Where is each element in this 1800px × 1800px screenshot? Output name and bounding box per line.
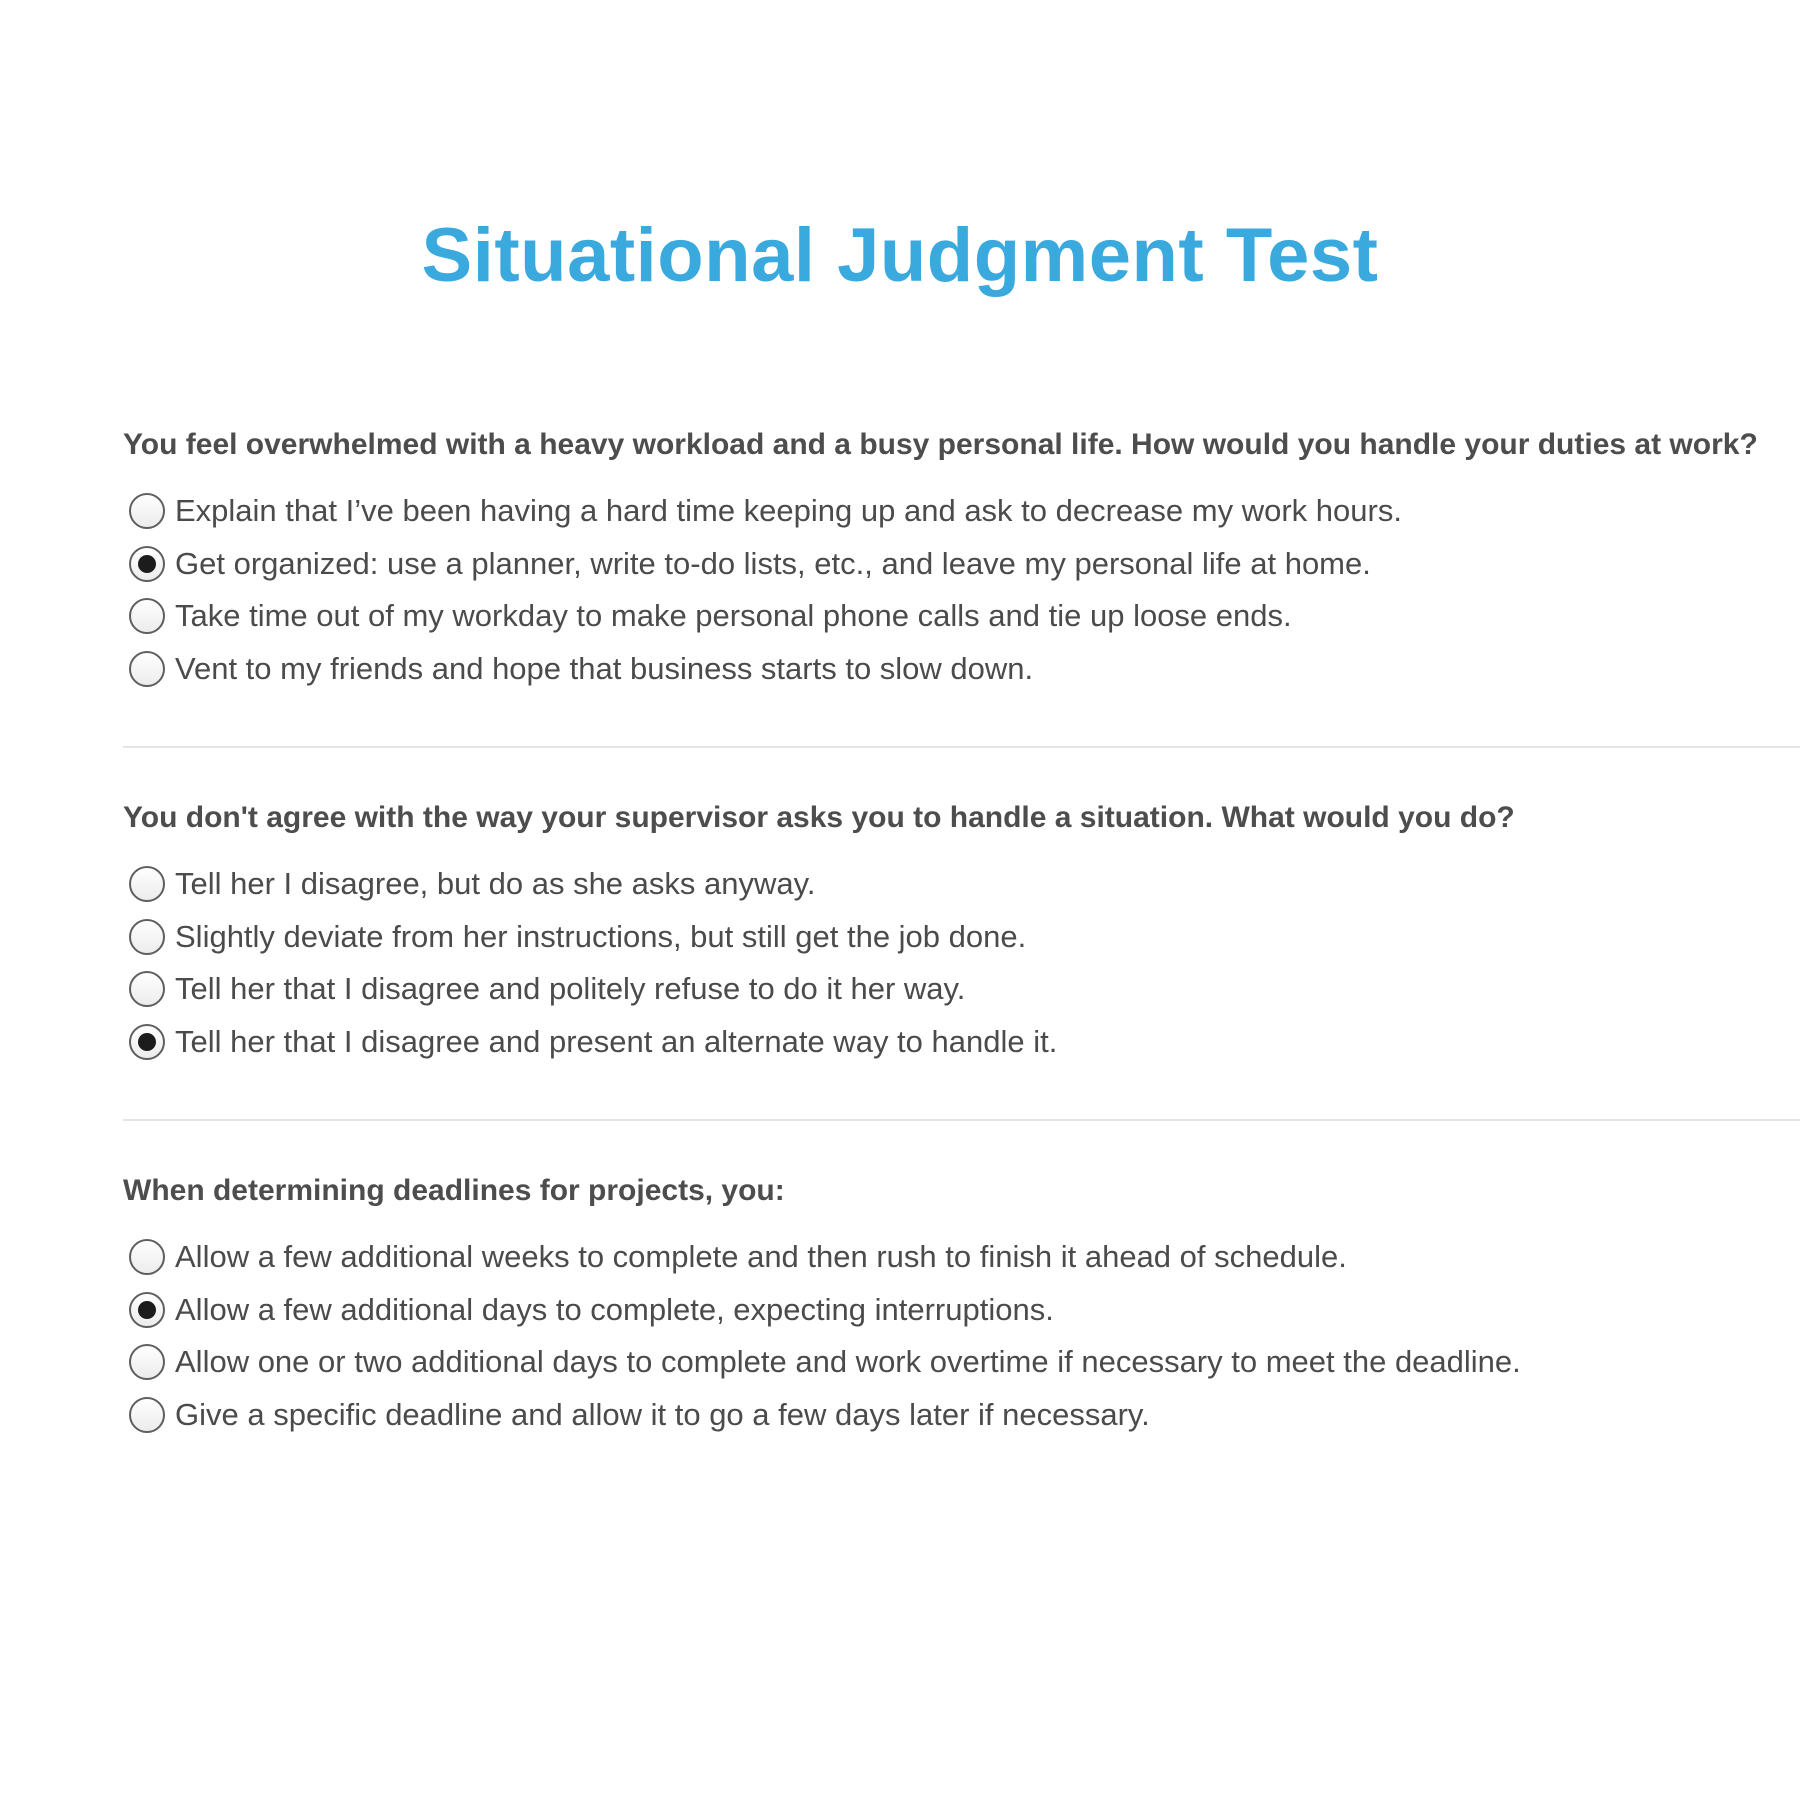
answer-option[interactable] [123, 1284, 1800, 1337]
answer-option[interactable] [123, 1336, 1800, 1389]
answer-option[interactable] [123, 1389, 1800, 1442]
question-text: You don't agree with the way your supervisor asks you to handle a situation. What would you do? [123, 801, 1515, 834]
question-1 [123, 421, 1800, 695]
answer-option[interactable] [123, 1016, 1800, 1069]
answer-label[interactable]: Get organized: use a planner, write to-do lists, etc., and leave my personal life at home. [175, 545, 1371, 581]
section-divider [123, 1119, 1800, 1121]
radio-button[interactable] [129, 1024, 165, 1060]
radio-button[interactable] [129, 493, 165, 529]
answer-label[interactable]: Vent to my friends and hope that business starts to slow down. [175, 650, 1034, 686]
radio-button[interactable] [129, 598, 165, 634]
answer-label[interactable]: Allow a few additional days to complete, expecting interruptions. [175, 1291, 1054, 1327]
answer-options [123, 858, 1800, 1068]
answer-label[interactable]: Slightly deviate from her instructions, but still get the job done. [175, 918, 1027, 954]
radio-button[interactable] [129, 919, 165, 955]
answer-option[interactable] [123, 911, 1800, 964]
question-2 [123, 794, 1800, 1068]
radio-dot [138, 555, 156, 573]
answer-label[interactable]: Tell her that I disagree and present an alternate way to handle it. [175, 1023, 1058, 1059]
answer-options [123, 485, 1800, 695]
radio-button[interactable] [129, 866, 165, 902]
section-divider [123, 746, 1800, 748]
answer-label[interactable]: Allow one or two additional days to complete and work overtime if necessary to meet the deadline. [175, 1344, 1521, 1380]
answer-label[interactable]: Explain that I’ve been having a hard time keeping up and ask to decrease my work hours. [175, 493, 1402, 529]
radio-button[interactable] [129, 971, 165, 1007]
answer-options [123, 1231, 1800, 1441]
answer-label[interactable]: Allow a few additional weeks to complete and then rush to finish it ahead of schedule. [175, 1239, 1347, 1275]
answer-option[interactable] [123, 485, 1800, 538]
radio-dot [138, 1301, 156, 1319]
radio-button[interactable] [129, 1292, 165, 1328]
answer-label[interactable]: Take time out of my workday to make personal phone calls and tie up loose ends. [175, 598, 1292, 634]
answer-option[interactable] [123, 858, 1800, 911]
answer-option[interactable] [123, 963, 1800, 1016]
radio-button[interactable] [129, 1344, 165, 1380]
answer-label[interactable]: Tell her I disagree, but do as she asks anyway. [175, 866, 816, 902]
answer-option[interactable] [123, 590, 1800, 643]
answer-option[interactable] [123, 1231, 1800, 1284]
radio-button[interactable] [129, 651, 165, 687]
question-text: You feel overwhelmed with a heavy workload and a busy personal life. How would you handle your duties at work? [123, 428, 1758, 461]
radio-button[interactable] [129, 546, 165, 582]
page-title: Situational Judgment Test [421, 213, 1379, 298]
question-text: When determining deadlines for projects, you: [123, 1174, 785, 1207]
radio-dot [138, 1033, 156, 1051]
answer-option[interactable] [123, 643, 1800, 696]
radio-button[interactable] [129, 1397, 165, 1433]
answer-option[interactable] [123, 538, 1800, 591]
radio-button[interactable] [129, 1239, 165, 1275]
answer-label[interactable]: Tell her that I disagree and politely refuse to do it her way. [175, 971, 966, 1007]
answer-label[interactable]: Give a specific deadline and allow it to go a few days later if necessary. [175, 1396, 1150, 1432]
question-3 [123, 1167, 1800, 1441]
